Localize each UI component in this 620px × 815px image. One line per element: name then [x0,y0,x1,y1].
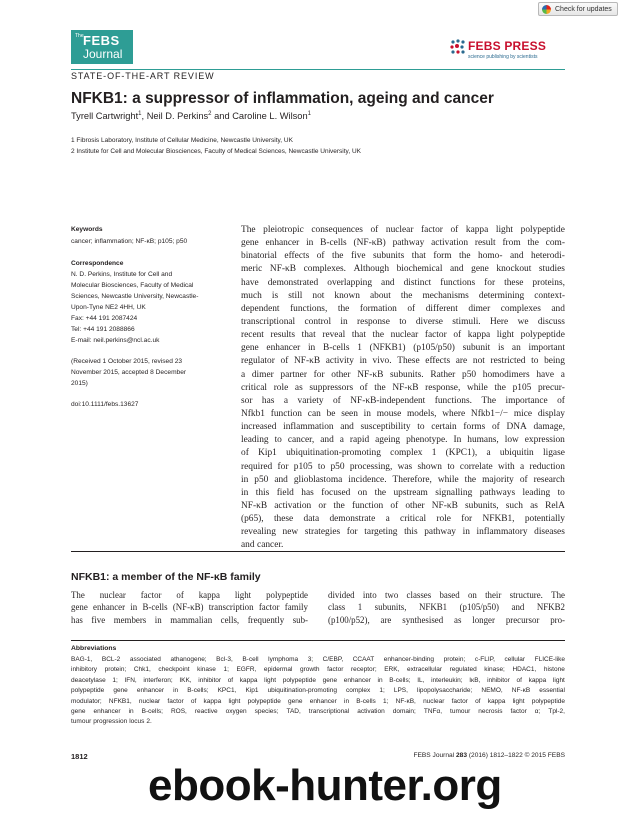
crossmark-icon [542,5,551,14]
logo-febs-text: FEBS [83,33,120,48]
abstract-line: NF-κB activation or the function of other NF-κB subunits, such as RelA [241,500,565,511]
logo-journal-text: Journal [83,47,123,61]
body-line: divided into two classes based on their structure. The [328,590,565,600]
author-name: Tyrell Cartwright [71,111,139,122]
author-separator: , [141,111,147,122]
abstract-line: required for p105 to p50 processing, was shown to correlate with a reduction [241,461,565,472]
author-affiliation-marker: 1 [138,111,142,117]
abbreviation-line: deacetylase 1; IFN, interferon; IKK, inhibitor of kappa light polypeptide gene enhancer in B-cells; IL, interleukin; IκB, inhibitor of kappa light [71,676,565,684]
abbreviation-line: polypeptide gene enhancer in B-cells; KPC1, Kip1 ubiquitination-promoting complex 1; LPS, lipopolysaccharide; NEMO, NF-κB essential [71,687,565,695]
abstract-line: in this field has focused on the upstream signalling pathways leading to [241,487,565,498]
correspondence-line: N. D. Perkins, Institute for Cell and [71,271,173,278]
fax-line: Fax: +44 191 2087424 [71,315,138,322]
correspondence-line: Upon-Tyne NE2 4HH, UK [71,304,146,311]
abstract-line: revealing new strategies for targeting this pathway in inflammatory diseases [241,527,565,538]
abbreviation-line: BAG-1, BCL-2 associated athanogene; Bcl-3, B-cell lymphoma 3; C/EBP, CCAAT enhancer-binding protein; c-FLIP, cellular FLICE-like [71,656,565,663]
abstract-line: dependent functions, the formation of different dimer complexes and [241,303,565,314]
abbreviations-heading: Abbreviations [71,645,117,652]
abstract-line: increased inflammation and susceptibility to certain forms of DNA damage, [241,422,565,433]
abstract-line: Nfkb1 function can be seen in mouse models, where Nfkb1−/− mice display [241,408,565,419]
febs-press-name: FEBS PRESS [468,39,547,53]
abstract-line: regulator of NF-κB activity in vivo. These effects are not restricted to being [241,356,565,367]
received-line: 2015) [71,380,88,387]
abstract-line: have demonstrated overlapping and distinct functions for these proteins, [241,277,565,288]
abbreviations-rule [71,640,565,641]
watermark [0,761,620,815]
abbreviation-line: inhibitory protein; Chk1, checkpoint kinase 1; EGFR, epidermal growth factor receptor; ERK, extracellular regulated kinase; HDAC1, histone [71,666,565,674]
abstract-rule [71,551,565,552]
abstract [241,224,565,553]
email-link[interactable]: E-mail: neil.perkins@ncl.ac.uk [71,337,160,344]
abstract-line: transcriptional control in response to diverse stimuli. Here we discuss [241,316,565,327]
body-line: class 1 subunits, NFKB1 (p105/p50) and NFKB2 [328,602,565,613]
logo-the-text: The [75,33,84,39]
abstract-line: leading to cancer, and a rapid ageing phenotype. In humans, low expression [241,435,565,446]
author-affiliation-marker: 2 [208,111,212,117]
abstract-line: critical role as suppressors of the NF-κB response, while the p105 precur- [241,382,565,393]
febs-press-logo [449,38,563,66]
keywords-list: cancer; inflammation; NF-κB; p105; p50 [71,238,188,245]
abstract-line: a dimer partner for other NF-κB subunits. Rather p50 homodimers have a [241,369,565,380]
correspondence-line: Sciences, Newcastle University, Newcastle- [71,293,199,300]
abbreviation-line: modulator; NFKB1, nuclear factor of kappa light polypeptide gene enhancer in B-cells 1; NF-κB, nuclear factor of kappa light polypeptide [71,697,565,705]
footer-citation-rest: (2016) 1812–1822 © 2015 FEBS [467,752,565,759]
affiliation-1: 1 Fibrosis Laboratory, Institute of Cellular Medicine, Newcastle University, UK [71,137,293,144]
correspondence-line: Molecular Biosciences, Faculty of Medical [71,282,194,289]
article-title: NFKB1: a suppressor of inflammation, ageing and cancer [71,90,494,107]
abstract-line: of Kip1 ubiquitination-promoting complex 1 (KPC1), a ubiquitin ligase [241,448,565,459]
abstract-line: and cancer. [241,540,284,551]
watermark-text: ebook-hunter.org [148,761,502,810]
header-rule [71,69,565,70]
abstract-line: gene enhancer in B-cells 1 (NFKB1) (p105/p50) subunit is an important [241,343,565,354]
author-affiliation-marker: 1 [307,111,311,117]
footer-citation [413,752,565,759]
check-for-updates-button[interactable] [538,2,618,16]
check-for-updates-label: Check for updates [555,5,612,13]
body-column-1 [71,589,308,626]
author-name: Caroline L. Wilson [232,111,308,122]
page-number: 1812 [71,752,88,761]
author-list [71,111,311,121]
footer-journal: FEBS Journal [413,752,456,759]
abbreviation-line: tumour progression locus 2. [71,718,152,726]
doi-link[interactable]: doi:10.1111/febs.13627 [71,401,139,408]
body-line: has five members in mammalian cells, frequently sub- [71,614,308,625]
correspondence-heading: Correspondence [71,260,124,267]
body-line: gene enhancer in B-cells (NF-κB) transcription factor family [71,602,308,613]
abstract-line: in p50 and glioblastoma incidence. Therefore, while the majority of research [241,474,565,485]
keywords-heading: Keywords [71,226,103,233]
tel-line: Tel: +44 191 2088866 [71,326,135,333]
abstract-line: recent results that reveal that the nuclear factor of kappa light polypeptide [241,330,565,341]
body-column-2 [328,589,565,626]
abstract-line: (p65), these data demonstrate a critical role for NFKB1, potentially [241,514,565,525]
author-separator: and [211,111,233,122]
footer-volume: 283 [456,752,468,759]
abstract-line: much is still not known about the mechanisms determining context- [241,290,565,301]
section-heading: NFKB1: a member of the NF-κB family [71,571,261,583]
abstract-line: sor has a variety of NF-κB-independent functions. The importance of [241,395,565,406]
body-line: (p100/p52), are synthesised as longer precursor pro- [328,614,565,625]
body-line: The nuclear factor of kappa light polypeptide [71,590,308,600]
received-line: November 2015, accepted 8 December [71,369,187,376]
received-line: (Received 1 October 2015, revised 23 [71,358,183,365]
affiliation-2: 2 Institute for Cell and Molecular Biosciences, Faculty of Medical Sciences, Newcastle University, UK [71,148,361,155]
abbreviations-list [71,655,565,728]
abstract-line: binatorial effects of the five subunits that form the homo- and heterodi- [241,251,565,262]
abbreviation-line: gene enhancer in B-cells; ROS, reactive oxygen species; TAD, transcriptional activation domain; TNFα, tumour necrosis factor α; Tpl-2, [71,707,565,715]
abstract-line: meric NF-κB complexes. Although biochemical and gene knockout studies [241,264,565,275]
article-type: STATE-OF-THE-ART REVIEW [71,71,215,81]
abstract-line: gene enhancer in B-cells (NF-κB) pathway activation result from the com- [241,238,565,249]
author-name: Neil D. Perkins [146,111,209,122]
abstract-line: The pleiotropic consequences of nuclear factor of kappa light polypeptide [241,225,565,235]
febs-journal-logo [71,30,133,64]
febs-press-tagline: science publishing by scientists [468,54,538,60]
febs-press-dots-icon [449,38,467,56]
